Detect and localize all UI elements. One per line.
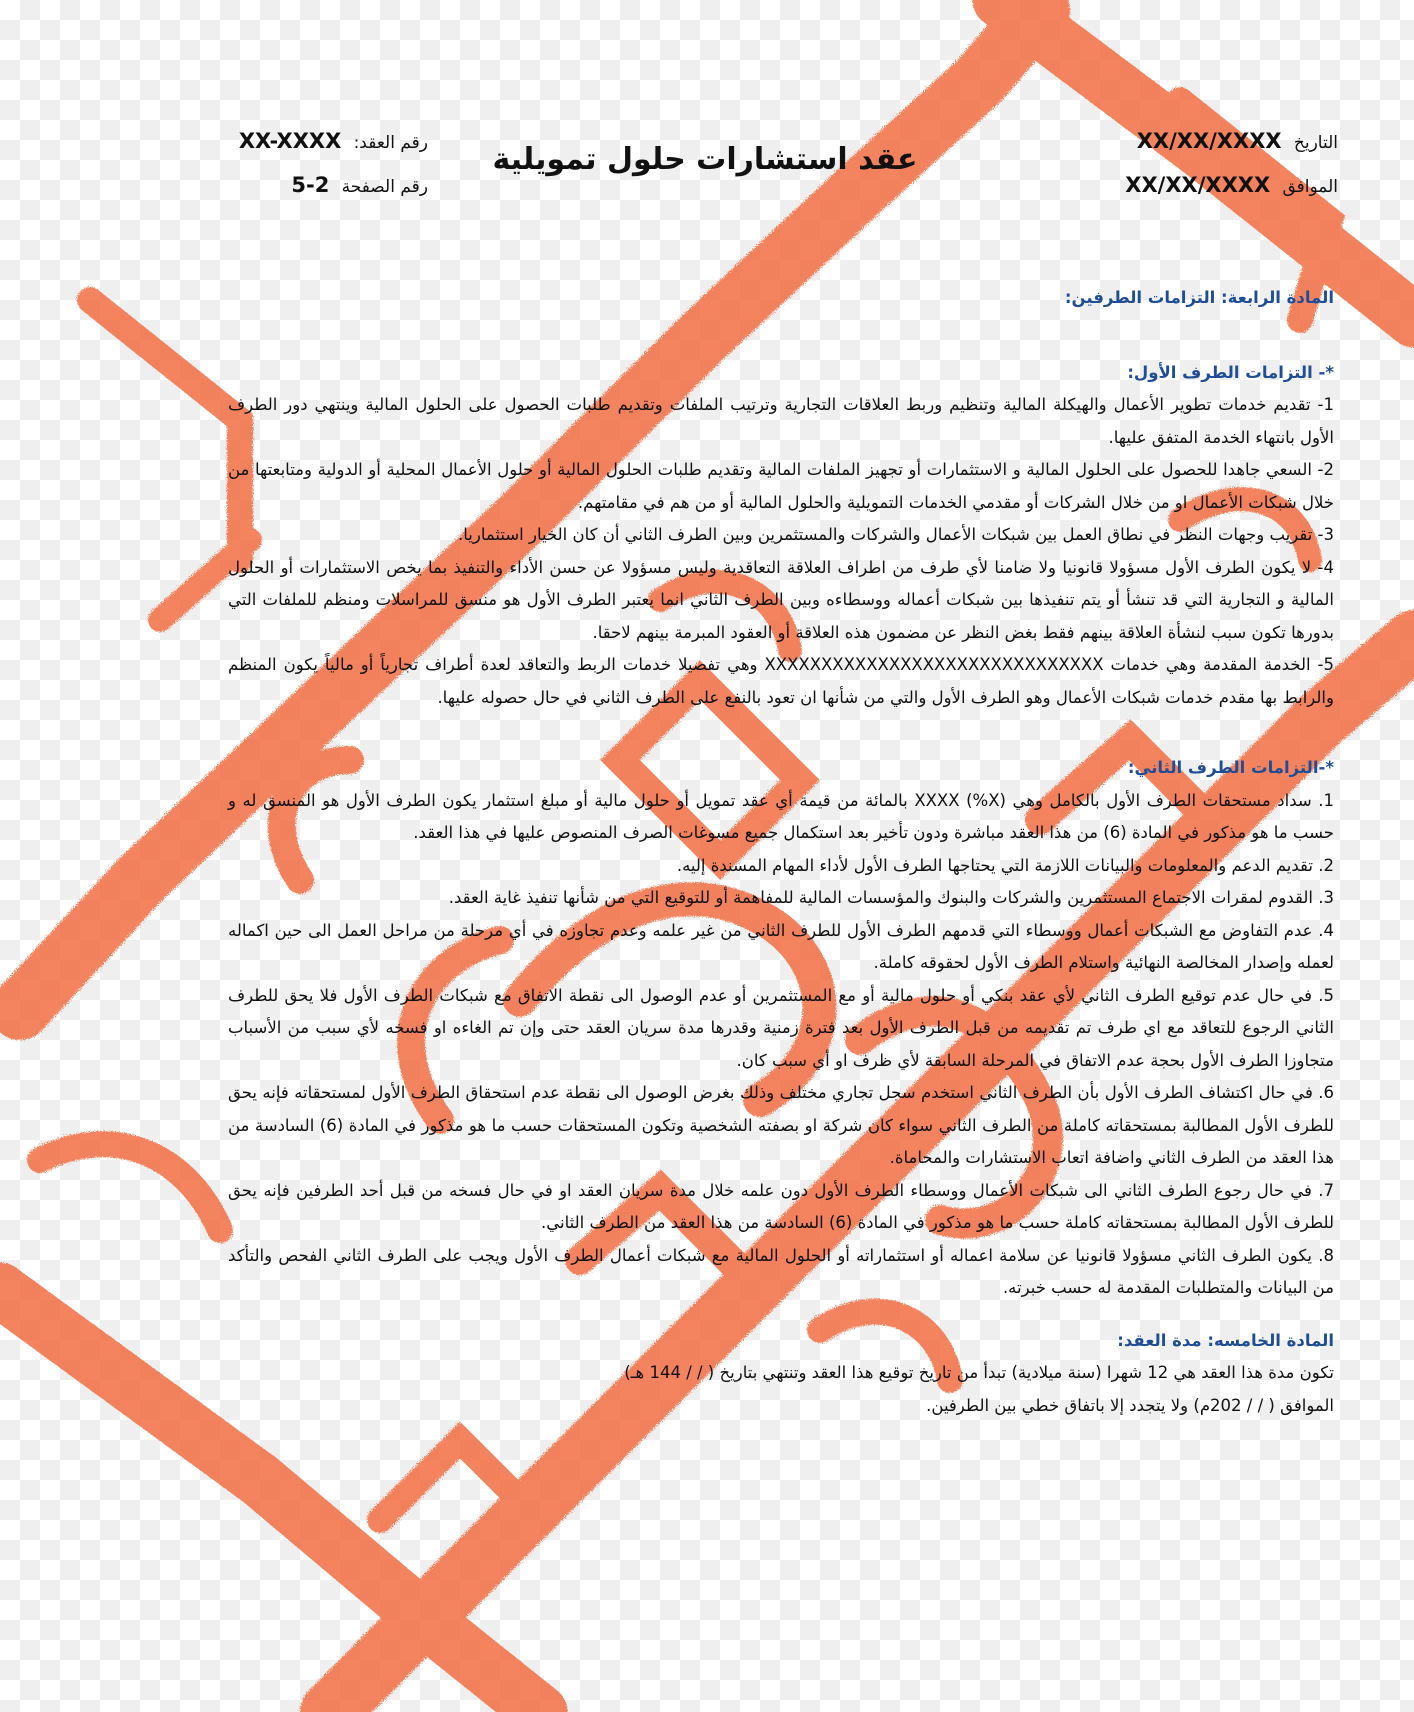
page-number-label: رقم الصفحة [341,177,428,197]
second-party-item-8: 8. يكون الطرف الثاني مسؤولا قانونيا عن سلامة اعماله أو استثماراته أو الحلول المالية مع شبكات أعمال الطرف الأول ويجب على الطرف الثاني الفحص والتأكد من البيانات والمتطلبات المقدمة له حسب خبرته. [228,1245,1334,1297]
first-party-item-3: 3- تقريب وجهات النظر في نطاق العمل بين شبكات الأعمال والشركات والمستثمرين وبين الطرف الثاني أن كان الخيار استثماريا. [457,525,1334,544]
first-party-item-1: 1- تقديم خدمات تطوير الأعمال والهيكلة المالية وتنظيم وربط العلاقات التجارية وترتيب الملفات وتقديم طلبات الحصول على الحلول المالية وينتهي دور الطرف الأول بانتهاء الخدمة المتفق عليها. [228,395,1334,447]
contract-number-line [228,120,428,164]
header-contract-block [228,120,428,208]
second-party-obligations-title: *-التزامات الطرف الثاني: [1127,758,1334,777]
article-5-title: المادة الخامسه: مدة العقد: [1117,1330,1334,1350]
document-title: عقد استشارات حلول تمويلية [492,142,918,177]
second-party-item-6: 6. في حال اكتشاف الطرف الأول بأن الطرف الثاني استخدم سجل تجاري مختلف وذلك بغرض الوصول الى نقطة عدم استحقاق الطرف الأول لمستحقاته فإنه يحق للطرف الأول المطالبة بمستحقاته كاملة من الطرف الثاني سواء كان شركة او بصفته الشخصية وتكون المستحقات حسب ما هو مذكور في المادة (6) السادسة من هذا العقد من الطرف الثاني واضافة اتعاب الاستشارات والمحاماة. [228,1083,1335,1167]
first-party-obligations-title: *- التزامات الطرف الأول: [1127,362,1334,382]
contract-body [228,282,1334,1422]
contract-number-label: رقم العقد: [353,133,428,153]
second-party-item-4: 4. عدم التفاوض مع الشبكات أعمال ووسطاء التي قدمهم الطرف الأول للطرف الثاني من غير علمه وعدم تجاوزه في أي مرحلة من مراحل العمل الى حين اكماله لعمله وإصدار المخالصة النهائية واستلام الطرف الأول لحقوقه كاملة. [228,920,1334,972]
second-party-item-3: 3. القدوم لمقرات الاجتماع المستثمرين والشركات والبنوك والمؤسسات المالية للمفاهمة أو للتوقيع التي من شأنها تنفيذ غاية العقد. [448,888,1334,907]
second-party-item-7: 7. في حال رجوع الطرف الثاني الى شبكات الأعمال ووسطاء الطرف الأول دون علمه خلال مدة سريان العقد او في حال فسخه من قبل أحد الطرفين فإنه يحق للطرف الأول المطالبة بمستحقاته كاملة حسب ما هو مذكور في المادة (6) السادسة من هذا العقد من الطرف الثاني. [228,1180,1334,1232]
header-date-block [1078,120,1338,208]
hijri-date-line [1078,164,1338,208]
first-party-item-5: 5- الخدمة المقدمة وهي خدمات XXXXXXXXXXXXXXXXXXXXXXXXXXXXXX وهي تفصيلا خدمات الربط والتعاقد لعدة أطراف تجارياً أو مالياً يكون المنظم والرابط بها مقدم خدمات شبكات الأعمال وهو الطرف الأول والتي من شأنها ان تعود بالنفع على الطرف الثاني في حال حصوله عليها. [228,655,1334,707]
contract-number-value: XX-XXXX [238,129,342,153]
first-party-item-2: 2- السعي جاهدا للحصول على الحلول المالية و الاستثمارات أو تجهيز الملفات المالية وتقديم طلبات الحلول المالية أو حلول الأعمال المحلية أو الدولية ومتابعتها من خلال شبكات الأعمال او من خلال الشركات أو مقدمي الخدمات التمويلية والحلول المالية أو من هم في مقامتهم. [228,460,1334,512]
first-party-item-4: 4- لا يكون الطرف الأول مسؤولا قانونيا ولا ضامنا لأي طرف من اطراف العلاقة التعاقدية وليس مسؤولا عن حسن الأداء والتنفيذ بما يخص الاستثمارات أو الحلول المالية و التجارية التي قد تنشأ أو يتم تنفيذها بين شبكات أعماله ووسطاءه وبين الطرف الثاني انما يعتبر الطرف الأول هو منسق للمراسلات ومنظم للملفات التي بدورها تكون سبب لنشأة العلاقة بينهم فقط بغض النظر عن مضمون هذه العلاقة أو العقود المبرمة بينهم لاحقا. [228,557,1334,642]
article-4-title: المادة الرابعة: التزامات الطرفين: [1064,288,1334,307]
page-number-line [228,164,428,208]
second-party-item-5: 5. في حال عدم توقيع الطرف الثاني لأي عقد بنكي أو حلول مالية أو مع المستثمرين أو عدم الوصول الى نقطة الاتفاق مع شبكات الطرف الأول فلا يحق للطرف الثاني الرجوع للتعاقد مع اي طرف تم تقديمه من قبل الطرف الأول بعد فترة زمنية وقدرها مدة سريان العقد حتى وإن تم الغاءه او فسخه لأي سبب من الأسباب متجاوزا الطرف الأول بحجة عدم الاتفاق في المرحلة السابقة لأي ظرف او أي سبب كان. [228,985,1334,1070]
contract-duration-line-2: الموافق ( / / 202م) ولا يتجدد إلا باتفاق خطي بين الطرفين. [926,1395,1334,1415]
date-line [1078,120,1338,164]
second-party-item-2: 2. تقديم الدعم والمعلومات والبيانات اللازمة التي يحتاجها الطرف الأول لأداء المهام المسندة إليه. [676,855,1334,875]
page-number-value: 2-5 [291,173,330,197]
contract-duration-line-1: تكون مدة هذا العقد هي 12 شهرا (سنة ميلادية) تبدأ من تاريخ توقيع هذا العقد وتنتهي بتاريخ ( / / 144 هـ) [624,1363,1334,1382]
date-value: XX/XX/XXXX [1136,129,1282,153]
second-party-item-1: 1. سداد مستحقات الطرف الأول بالكامل وهي (X%) XXXX بالمائة من قيمة أي عقد تمويل أو حلول مالية أو مبلغ استثمار يكون الطرف الأول هو المنسق له و حسب ما هو مذكور في المادة (6) من هذا العقد مباشرة ودون تأخير بعد استكمال جميع مسوغات الصرف المنصوص عليها في هذا العقد. [228,790,1334,842]
hijri-date-label: الموافق [1282,177,1338,197]
hijri-date-value: XX/XX/XXXX [1125,173,1271,197]
date-label: التاريخ [1293,133,1338,153]
